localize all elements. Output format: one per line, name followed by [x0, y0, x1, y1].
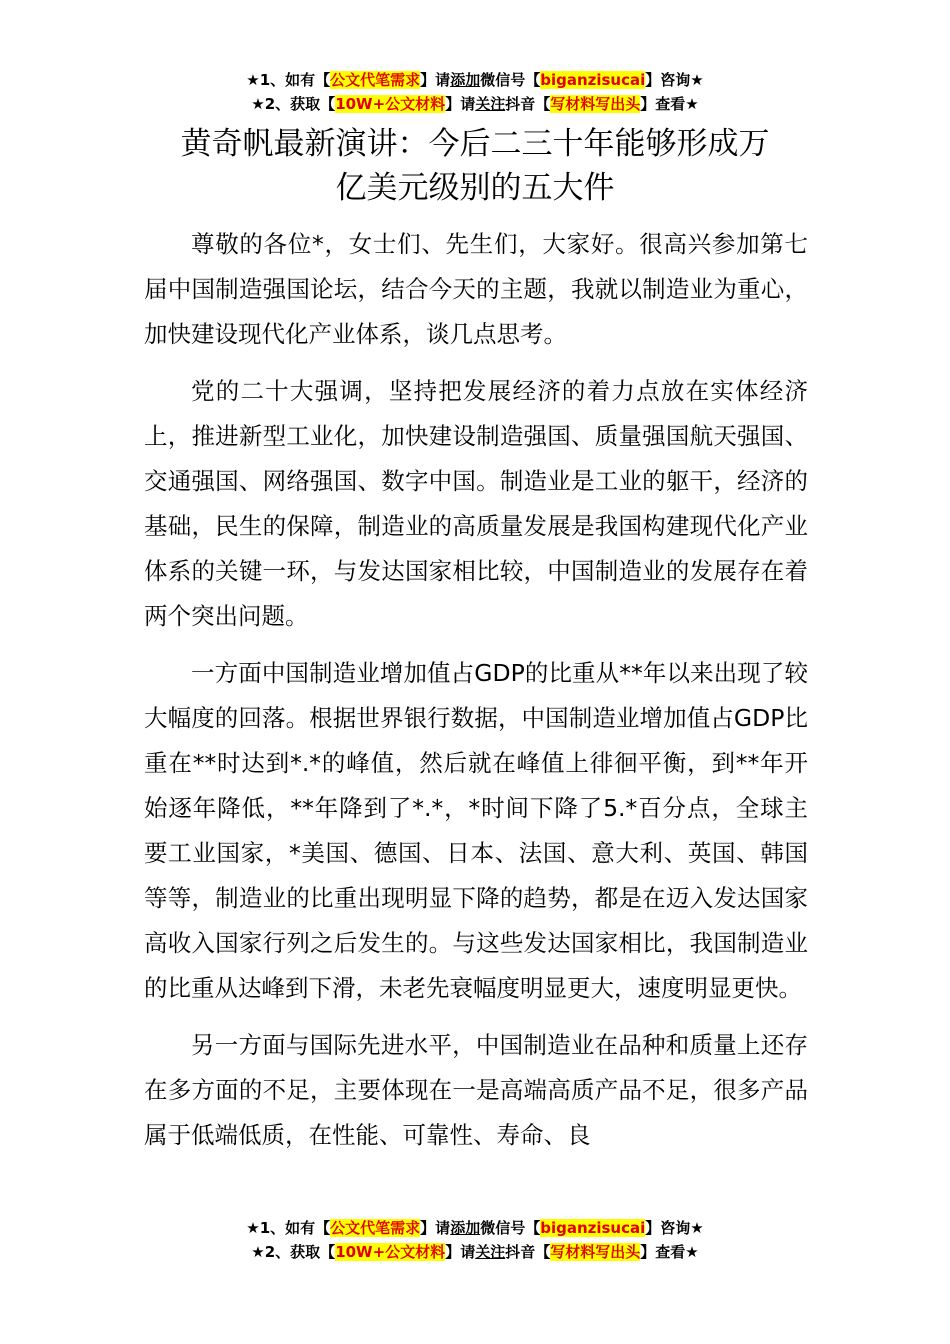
- banner-line-2: [0, 92, 950, 116]
- banner-text: ★2、获取【: [251, 1243, 336, 1261]
- banner-text: 】请: [445, 1243, 476, 1261]
- paragraph: 尊敬的各位*，女士们、先生们，大家好。很高兴参加第七届中国制造强国论坛，结合今天的主题，我就以制造业为重心，加快建设现代化产业体系，谈几点思考。: [144, 230, 808, 348]
- banner-text: 】请: [445, 95, 476, 113]
- header-banner: [0, 68, 950, 116]
- banner-underlined-text: 关注: [475, 95, 506, 113]
- highlight-wechat-id: biganzisucai: [540, 1219, 646, 1237]
- banner-line-1: [0, 1216, 950, 1240]
- paragraph: 另一方面与国际先进水平，中国制造业在品种和质量上还存在多方面的不足，主要体现在一是高端高质产品不足，很多产品属于低端低质，在性能、可靠性、寿命、良: [144, 1031, 808, 1149]
- banner-text: 】咨询★: [645, 71, 704, 89]
- banner-underlined-text: 添加: [450, 1219, 481, 1237]
- document-body: [144, 222, 808, 1170]
- banner-text: ★2、获取【: [251, 95, 336, 113]
- banner-text: 】请: [420, 71, 451, 89]
- banner-text: 】请: [420, 1219, 451, 1237]
- paragraph: 党的二十大强调，坚持把发展经济的着力点放在实体经济上，推进新型工业化，加快建设制造强国、质量强国航天强国、交通强国、网络强国、数字中国。制造业是工业的躯干，经济的基础，民生的保障，制造业的高质量发展是我国构建现代化产业体系的关键一环，与发达国家相比较，中国制造业的发展存在着两个突出问题。: [144, 377, 808, 630]
- title-line-1: 黄奇帆最新演讲：今后二三十年能够形成万: [180, 126, 770, 162]
- banner-line-2: [0, 1240, 950, 1264]
- banner-text: 微信号【: [480, 71, 541, 89]
- highlight-douyin-account: 写材料写出头: [550, 1243, 641, 1261]
- highlight-wechat-id: biganzisucai: [540, 71, 646, 89]
- highlight-materials: 10W+公文材料: [335, 1243, 446, 1261]
- banner-underlined-text: 关注: [475, 1243, 506, 1261]
- document-title: [100, 122, 850, 210]
- highlight-service: 公文代笔需求: [330, 1219, 421, 1237]
- banner-line-1: [0, 68, 950, 92]
- banner-text: 抖音【: [505, 1243, 551, 1261]
- footer-banner: [0, 1216, 950, 1264]
- banner-text: 】查看★: [640, 95, 699, 113]
- highlight-materials: 10W+公文材料: [335, 95, 446, 113]
- banner-text: 抖音【: [505, 95, 551, 113]
- banner-text: 】查看★: [640, 1243, 699, 1261]
- banner-text: 微信号【: [480, 1219, 541, 1237]
- paragraph: 一方面中国制造业增加值占GDP的比重从**年以来出现了较大幅度的回落。根据世界银行数据，中国制造业增加值占GDP比重在**时达到*.*的峰值，然后就在峰值上徘徊平衡，到**年开始逐年降低，**年降到了*.*，*时间下降了5.*百分点，全球主要工业国家，*美国、德国、日本、法国、意大利、英国、韩国等等，制造业的比重出现明显下降的趋势，都是在迈入发达国家高收入国家行列之后发生的。与这些发达国家相比，我国制造业的比重从达峰到下滑，未老先衰幅度明显更大，速度明显更快。: [144, 659, 809, 1002]
- banner-text: ★1、如有【: [246, 1219, 331, 1237]
- highlight-service: 公文代笔需求: [330, 71, 421, 89]
- banner-text: 】咨询★: [645, 1219, 704, 1237]
- banner-text: ★1、如有【: [246, 71, 331, 89]
- banner-underlined-text: 添加: [450, 71, 481, 89]
- highlight-douyin-account: 写材料写出头: [550, 95, 641, 113]
- title-line-2: 亿美元级别的五大件: [335, 170, 615, 206]
